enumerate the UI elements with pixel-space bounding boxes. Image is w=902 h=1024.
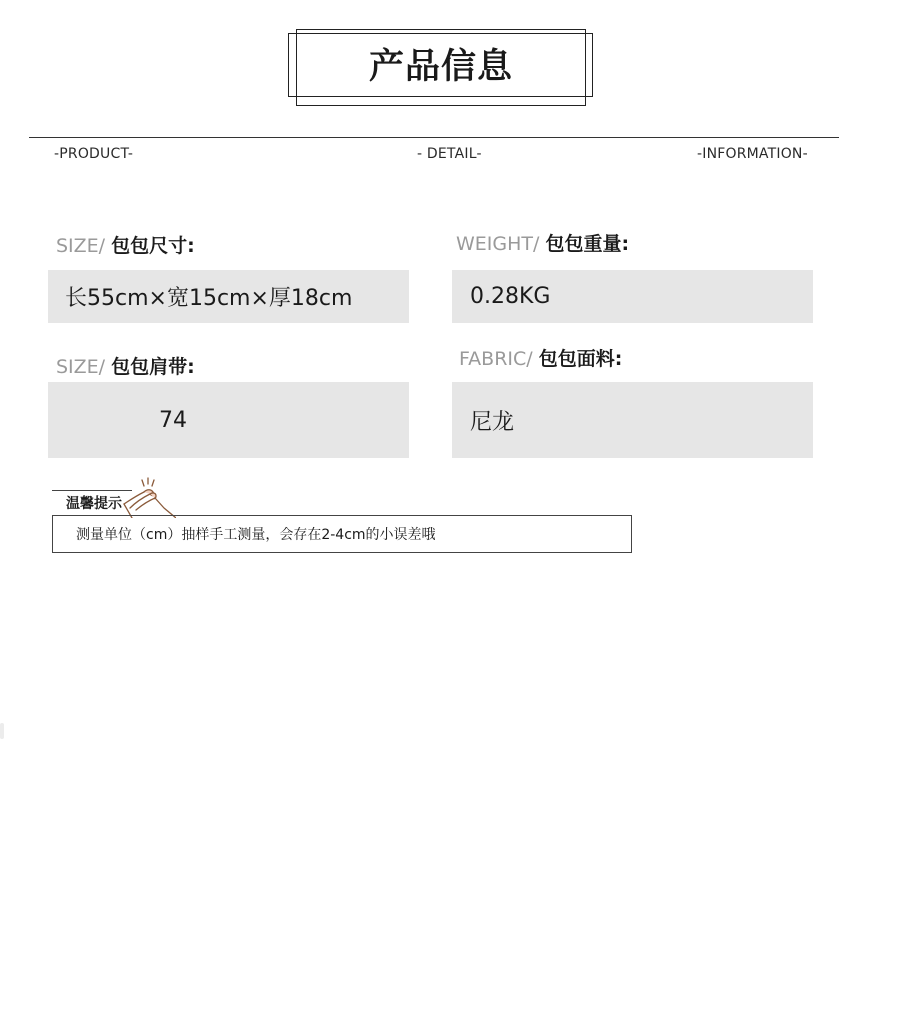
- page-title: 产品信息: [368, 47, 513, 87]
- product-label: -PRODUCT-: [54, 146, 134, 162]
- pointing-hand-icon: [120, 474, 176, 518]
- fabric-label-en: FABRIC/: [459, 348, 533, 370]
- fabric-label-zh: 包包面料:: [538, 348, 623, 370]
- detail-label: - DETAIL-: [417, 146, 482, 162]
- weight-label-en: WEIGHT/: [456, 233, 540, 255]
- fabric-value: 尼龙: [470, 409, 515, 435]
- header-divider: [29, 137, 839, 138]
- weight-value-box: [452, 270, 813, 323]
- strap-label-zh: 包包肩带:: [111, 356, 195, 378]
- size-value-box: [48, 270, 409, 323]
- information-label: -INFORMATION-: [697, 146, 808, 162]
- tip-text: 测量单位（cm）抽样手工测量，会存在2-4cm的小误差哦: [76, 527, 436, 543]
- size-field-label: [56, 231, 195, 258]
- size-label-en: SIZE/: [56, 235, 106, 257]
- strap-value-box: [48, 382, 409, 458]
- strap-label-en: SIZE/: [56, 356, 106, 378]
- size-label-zh: 包包尺寸:: [111, 235, 195, 257]
- weight-field-label: [456, 229, 629, 256]
- side-mark: [0, 723, 4, 739]
- size-value: 长55cm×宽15cm×厚18cm: [65, 286, 353, 311]
- weight-value: 0.28KG: [470, 284, 551, 309]
- strap-value: 74: [159, 407, 187, 433]
- fabric-value-box: [452, 382, 813, 458]
- weight-label-zh: 包包重量:: [545, 233, 630, 255]
- fabric-field-label: [459, 344, 622, 371]
- strap-field-label: [56, 352, 195, 379]
- tip-title: 温馨提示: [66, 496, 122, 512]
